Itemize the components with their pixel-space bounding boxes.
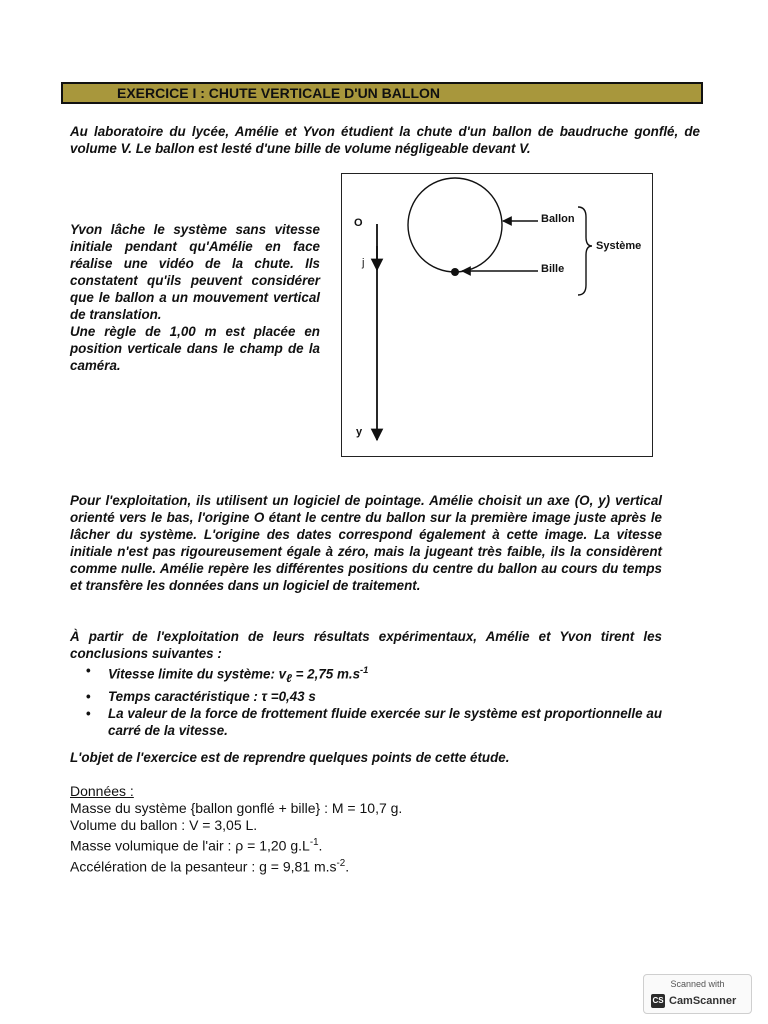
exercise-title: EXERCICE I : CHUTE VERTICALE D'UN BALLON [61, 82, 703, 104]
system-brace [578, 207, 592, 295]
setup-description [70, 221, 320, 374]
conclusions-list [86, 662, 662, 739]
camscanner-name: CamScanner [669, 995, 737, 1007]
balloon-circle [408, 178, 502, 272]
limit-speed-exponent: -1 [360, 665, 369, 675]
setup-paragraph-2: Une règle de 1,00 m est placée en position verticale dans le champ de la caméra. [70, 324, 320, 373]
gravity-data [70, 855, 402, 876]
goal-paragraph: L'objet de l'exercice est de reprendre quelques points de cette étude. [70, 750, 510, 765]
time-constant-text: Temps caractéristique : τ =0,43 s [108, 689, 316, 705]
gravity-end: . [345, 858, 350, 875]
experiment-diagram [341, 173, 653, 457]
conclusions-intro: À partir de l'exploitation de leurs résultats expérimentaux, Amélie et Yvon tirent les conclusions suivantes : [70, 629, 662, 661]
list-item [86, 705, 662, 739]
air-density-text: Masse volumique de l'air : ρ = 1,20 g.L [70, 837, 310, 854]
origin-label: O [354, 217, 363, 229]
air-density-exponent: -1 [309, 837, 319, 848]
ball-dot [451, 268, 459, 276]
bullet-icon: • [86, 706, 91, 722]
balloon-label: Ballon [541, 213, 575, 225]
intro-paragraph: Au laboratoire du lycée, Amélie et Yvon étudient la chute d'un ballon de baudruche gonflé, de volume V. Le ballon est lesté d'une bille de volume négligeable devant V. [70, 124, 700, 156]
gravity-exponent: -2 [336, 857, 346, 869]
gravity-text: Accélération de la pesanteur : g = 9,81 m.s [70, 858, 337, 875]
exploitation-paragraph: Pour l'exploitation, ils utilisent un logiciel de pointage. Amélie choisit un axe (O, y) vertical orienté vers le bas, l'origine O étant le centre du ballon sur la première image juste après le lâcher du système. L'origine des dates correspond également à cette image. La vitesse initiale n'est pas rigoureusement égale à zéro, mais la jugeant très faible, ils la considèrent comme nulle. Amélie repère les différentes positions du centre du ballon au cours du temps et transfère les données dans un logiciel de traitement. [70, 493, 662, 593]
limit-speed-subscript: ℓ [286, 673, 292, 686]
bullet-icon: • [86, 663, 91, 678]
air-density-end: . [318, 837, 323, 854]
ball-label: Bille [541, 263, 565, 275]
friction-text: La valeur de la force de frottement fluide exercée sur le système est proportionnelle au carré de la vitesse. [108, 706, 662, 739]
limit-speed-value: = 2,75 m.s [291, 666, 361, 682]
system-label: Système [596, 240, 642, 252]
list-item [86, 662, 662, 688]
setup-paragraph-1: Yvon lâche le système sans vitesse initiale pendant qu'Amélie en face réalise une vidéo de la chute. Ils constatent qu'ils peuvent considérer que le ballon a un mouvement vertical de translation. [70, 222, 320, 322]
camscanner-logo-icon: CS [651, 994, 665, 1008]
list-item [86, 688, 662, 705]
diagram-drawing [342, 174, 654, 458]
mass-data: Masse du système {ballon gonflé + bille} : M = 10,7 g. [70, 800, 403, 816]
scanned-with-label: Scanned with [670, 979, 725, 989]
data-list [70, 800, 402, 875]
volume-data: Volume du ballon : V = 3,05 L. [70, 817, 258, 833]
air-density-data [70, 834, 402, 855]
data-heading: Données : [70, 783, 134, 799]
y-axis-label: y [356, 426, 363, 438]
limit-speed-text: Vitesse limite du système: v [108, 666, 287, 682]
unit-vector-label: j [362, 257, 365, 269]
camscanner-badge [643, 974, 752, 1014]
bullet-icon: • [86, 689, 91, 705]
